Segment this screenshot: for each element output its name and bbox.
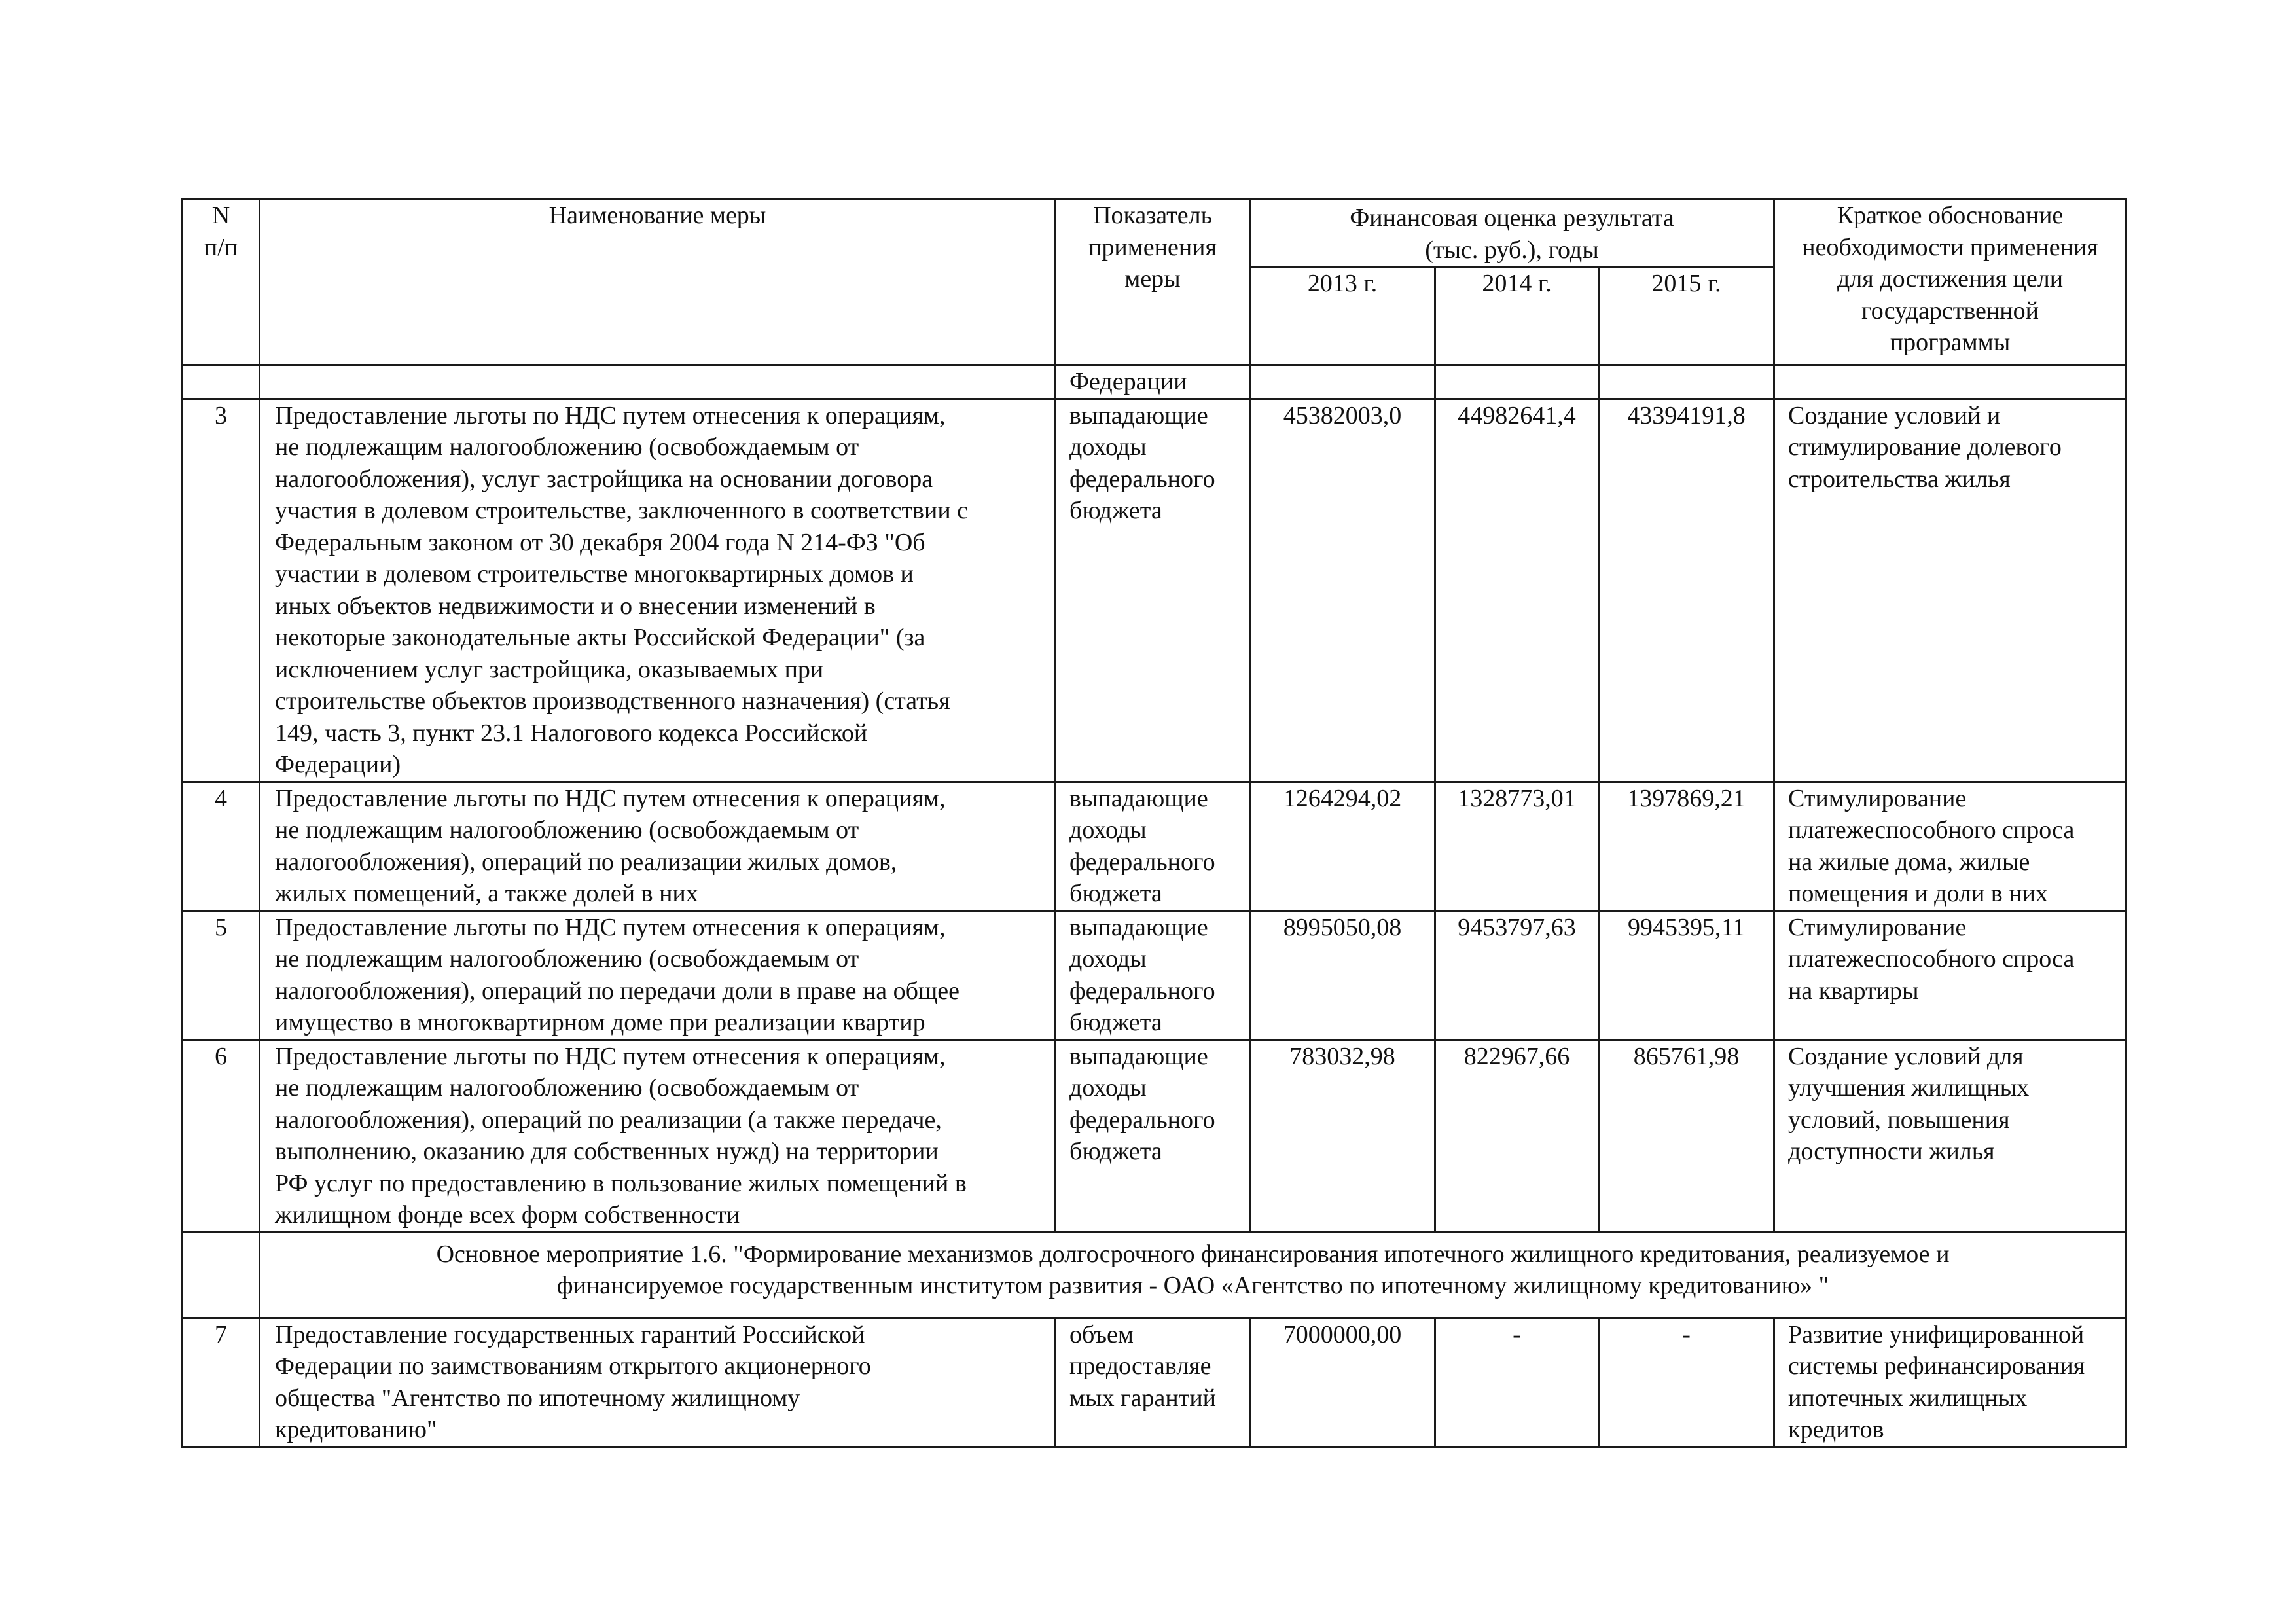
text-line: Основное мероприятие 1.6. "Формирование механизмов долгосрочного финансирования ипотечного жилищного кредитования, реализуемое и <box>436 1240 1950 1268</box>
text-line: налогообложения), операций по реализации жилых домов, <box>275 848 897 876</box>
value-2014: 9453797,63 <box>1435 911 1599 1039</box>
value-2013: 783032,98 <box>1250 1039 1435 1232</box>
value-2015: 43394191,8 <box>1599 399 1774 782</box>
text-line: федерального <box>1069 977 1215 1005</box>
header-justification-line: необходимости применения <box>1802 233 2098 261</box>
justification <box>1774 782 2126 911</box>
justification <box>1774 1318 2126 1447</box>
text-line: выпадающие <box>1069 401 1208 429</box>
text-line: налогообложения), операций по передачи доли в праве на общее <box>275 977 960 1005</box>
text-line: условий, повышения <box>1788 1106 2010 1134</box>
cell-empty <box>1774 365 2126 399</box>
cell-empty <box>183 365 260 399</box>
text-line: исключением услуг застройщика, оказываемых при <box>275 655 824 683</box>
text-line: не подлежащим налогообложению (освобождаемым от <box>275 945 859 973</box>
header-num-line: N <box>211 202 230 229</box>
row-num: 6 <box>183 1039 260 1232</box>
justification <box>1774 399 2126 782</box>
table-row <box>183 1039 2126 1232</box>
header-finance-line: Финансовая оценка результата <box>1350 204 1674 232</box>
header-finance-line: (тыс. руб.), годы <box>1425 236 1599 264</box>
header-row <box>183 199 2126 267</box>
value-2014: - <box>1435 1318 1599 1447</box>
value-2015: 9945395,11 <box>1599 911 1774 1039</box>
header-finance <box>1250 199 1774 267</box>
text-line: Федерации по заимствованиям открытого акционерного <box>275 1352 871 1380</box>
text-line: 149, часть 3, пункт 23.1 Налогового кодекса Российской <box>275 719 868 747</box>
text-line: налогообложения), услуг застройщика на основании договора <box>275 465 933 493</box>
justification <box>1774 1039 2126 1232</box>
text-line: выпадающие <box>1069 913 1208 941</box>
table-row <box>183 399 2126 782</box>
value-2014: 1328773,01 <box>1435 782 1599 911</box>
text-line: Предоставление государственных гарантий Российской <box>275 1320 865 1348</box>
text-line: бюджета <box>1069 497 1162 524</box>
text-line: Федеральным законом от 30 декабря 2004 года N 214-ФЗ "Об <box>275 528 925 556</box>
text-line: участия в долевом строительстве, заключенного в соответствии с <box>275 497 969 524</box>
text-line: кредитов <box>1788 1416 1884 1443</box>
cell-empty <box>260 365 1056 399</box>
text-line: Предоставление льготы по НДС путем отнесения к операциям, <box>275 401 946 429</box>
measure-name <box>260 911 1056 1039</box>
measure-name <box>260 1039 1056 1232</box>
text-line: платежеспособного спроса <box>1788 945 2075 973</box>
text-line: Стимулирование <box>1788 913 1967 941</box>
cell-empty <box>183 1232 260 1318</box>
value-2013: 1264294,02 <box>1250 782 1435 911</box>
indicator <box>1056 911 1250 1039</box>
text-line: доходы <box>1069 945 1147 973</box>
header-num <box>183 199 260 365</box>
header-justification-line: программы <box>1890 329 2011 356</box>
text-line: кредитованию" <box>275 1416 437 1443</box>
text-line: предоставляе <box>1069 1352 1211 1380</box>
text-line: бюджета <box>1069 1009 1162 1036</box>
value-2013: 7000000,00 <box>1250 1318 1435 1447</box>
text-line: системы рефинансирования <box>1788 1352 2085 1380</box>
text-line: мых гарантий <box>1069 1384 1217 1412</box>
text-line: Федерации) <box>275 751 401 778</box>
text-line: не подлежащим налогообложению (освобождаемым от <box>275 433 859 461</box>
header-justification-line: государственной <box>1861 297 2039 325</box>
text-line: выпадающие <box>1069 1042 1208 1070</box>
table-row <box>183 782 2126 911</box>
continuation-indicator: Федерации <box>1056 365 1250 399</box>
row-num: 7 <box>183 1318 260 1447</box>
text-line: Предоставление льготы по НДС путем отнесения к операциям, <box>275 913 946 941</box>
measure-name <box>260 399 1056 782</box>
value-2015: - <box>1599 1318 1774 1447</box>
text-line: строительства жилья <box>1788 465 2011 493</box>
measure-name <box>260 782 1056 911</box>
header-indicator <box>1056 199 1250 365</box>
text-line: иных объектов недвижимости и о внесении изменений в <box>275 592 876 620</box>
text-line: доходы <box>1069 433 1147 461</box>
value-2014: 822967,66 <box>1435 1039 1599 1232</box>
text-line: Стимулирование <box>1788 784 1967 812</box>
continuation-row <box>183 365 2126 399</box>
text-line: выпадающие <box>1069 784 1208 812</box>
text-line: строительстве объектов производственного назначения) (статья <box>275 687 950 715</box>
text-line: объем <box>1069 1320 1134 1348</box>
header-indicator-line: Показатель <box>1093 202 1212 229</box>
header-indicator-line: применения <box>1088 233 1217 261</box>
text-line: бюджета <box>1069 880 1162 907</box>
text-line: доходы <box>1069 816 1147 844</box>
header-num-line: п/п <box>204 233 238 261</box>
justification <box>1774 911 2126 1039</box>
text-line: Создание условий для <box>1788 1042 2024 1070</box>
text-line: на квартиры <box>1788 977 1919 1005</box>
cell-empty <box>1250 365 1435 399</box>
text-line: имущество в многоквартирном доме при реализации квартир <box>275 1009 925 1036</box>
indicator <box>1056 1318 1250 1447</box>
section-row <box>183 1232 2126 1318</box>
measure-name <box>260 1318 1056 1447</box>
text-line: Создание условий и <box>1788 401 2001 429</box>
text-line: налогообложения), операций по реализации (а также передаче, <box>275 1106 942 1134</box>
text-line: помещения и доли в них <box>1788 880 2048 907</box>
text-line: выполнению, оказанию для собственных нужд) на территории <box>275 1138 939 1165</box>
value-2015: 865761,98 <box>1599 1039 1774 1232</box>
header-name: Наименование меры <box>260 199 1056 365</box>
text-line: федерального <box>1069 848 1215 876</box>
value-2014: 44982641,4 <box>1435 399 1599 782</box>
indicator <box>1056 782 1250 911</box>
text-line: жилых помещений, а также долей в них <box>275 880 698 907</box>
header-year-2015: 2015 г. <box>1599 267 1774 365</box>
header-year-2013: 2013 г. <box>1250 267 1435 365</box>
text-line: не подлежащим налогообложению (освобождаемым от <box>275 816 859 844</box>
text-line: РФ услуг по предоставлению в пользование жилых помещений в <box>275 1169 967 1197</box>
text-line: участии в долевом строительстве многоквартирных домов и <box>275 560 914 588</box>
indicator <box>1056 1039 1250 1232</box>
text-line: улучшения жилищных <box>1788 1074 2030 1102</box>
header-justification-line: Краткое обоснование <box>1837 202 2064 229</box>
text-line: Предоставление льготы по НДС путем отнесения к операциям, <box>275 1042 946 1070</box>
table-row <box>183 911 2126 1039</box>
header-justification <box>1774 199 2126 365</box>
text-line: федерального <box>1069 1106 1215 1134</box>
text-line: Предоставление льготы по НДС путем отнесения к операциям, <box>275 784 946 812</box>
text-line: финансируемое государственным институтом развития - ОАО «Агентство по ипотечному жилищному кредитованию» " <box>556 1272 1829 1299</box>
text-line: не подлежащим налогообложению (освобождаемым от <box>275 1074 859 1102</box>
table-row <box>183 1318 2126 1447</box>
value-2013: 8995050,08 <box>1250 911 1435 1039</box>
row-num: 4 <box>183 782 260 911</box>
text-line: Развитие унифицированной <box>1788 1320 2085 1348</box>
cell-empty <box>1435 365 1599 399</box>
text-line: ипотечных жилищных <box>1788 1384 2028 1412</box>
text-line: платежеспособного спроса <box>1788 816 2075 844</box>
row-num: 5 <box>183 911 260 1039</box>
section-title <box>260 1232 2126 1318</box>
header-justification-line: для достижения цели <box>1837 265 2064 293</box>
text-line: некоторые законодательные акты Российской Федерации" (за <box>275 624 925 651</box>
text-line: доходы <box>1069 1074 1147 1102</box>
header-year-2014: 2014 г. <box>1435 267 1599 365</box>
value-2015: 1397869,21 <box>1599 782 1774 911</box>
text-line: доступности жилья <box>1788 1138 1995 1165</box>
text-line: бюджета <box>1069 1138 1162 1165</box>
row-num: 3 <box>183 399 260 782</box>
text-line: жилищном фонде всех форм собственности <box>275 1201 740 1229</box>
text-line: на жилые дома, жилые <box>1788 848 2030 876</box>
indicator <box>1056 399 1250 782</box>
measures-table <box>181 198 2127 1448</box>
text-line: общества "Агентство по ипотечному жилищному <box>275 1384 800 1412</box>
header-indicator-line: меры <box>1124 265 1181 293</box>
value-2013: 45382003,0 <box>1250 399 1435 782</box>
cell-empty <box>1599 365 1774 399</box>
text-line: стимулирование долевого <box>1788 433 2062 461</box>
text-line: федерального <box>1069 465 1215 493</box>
